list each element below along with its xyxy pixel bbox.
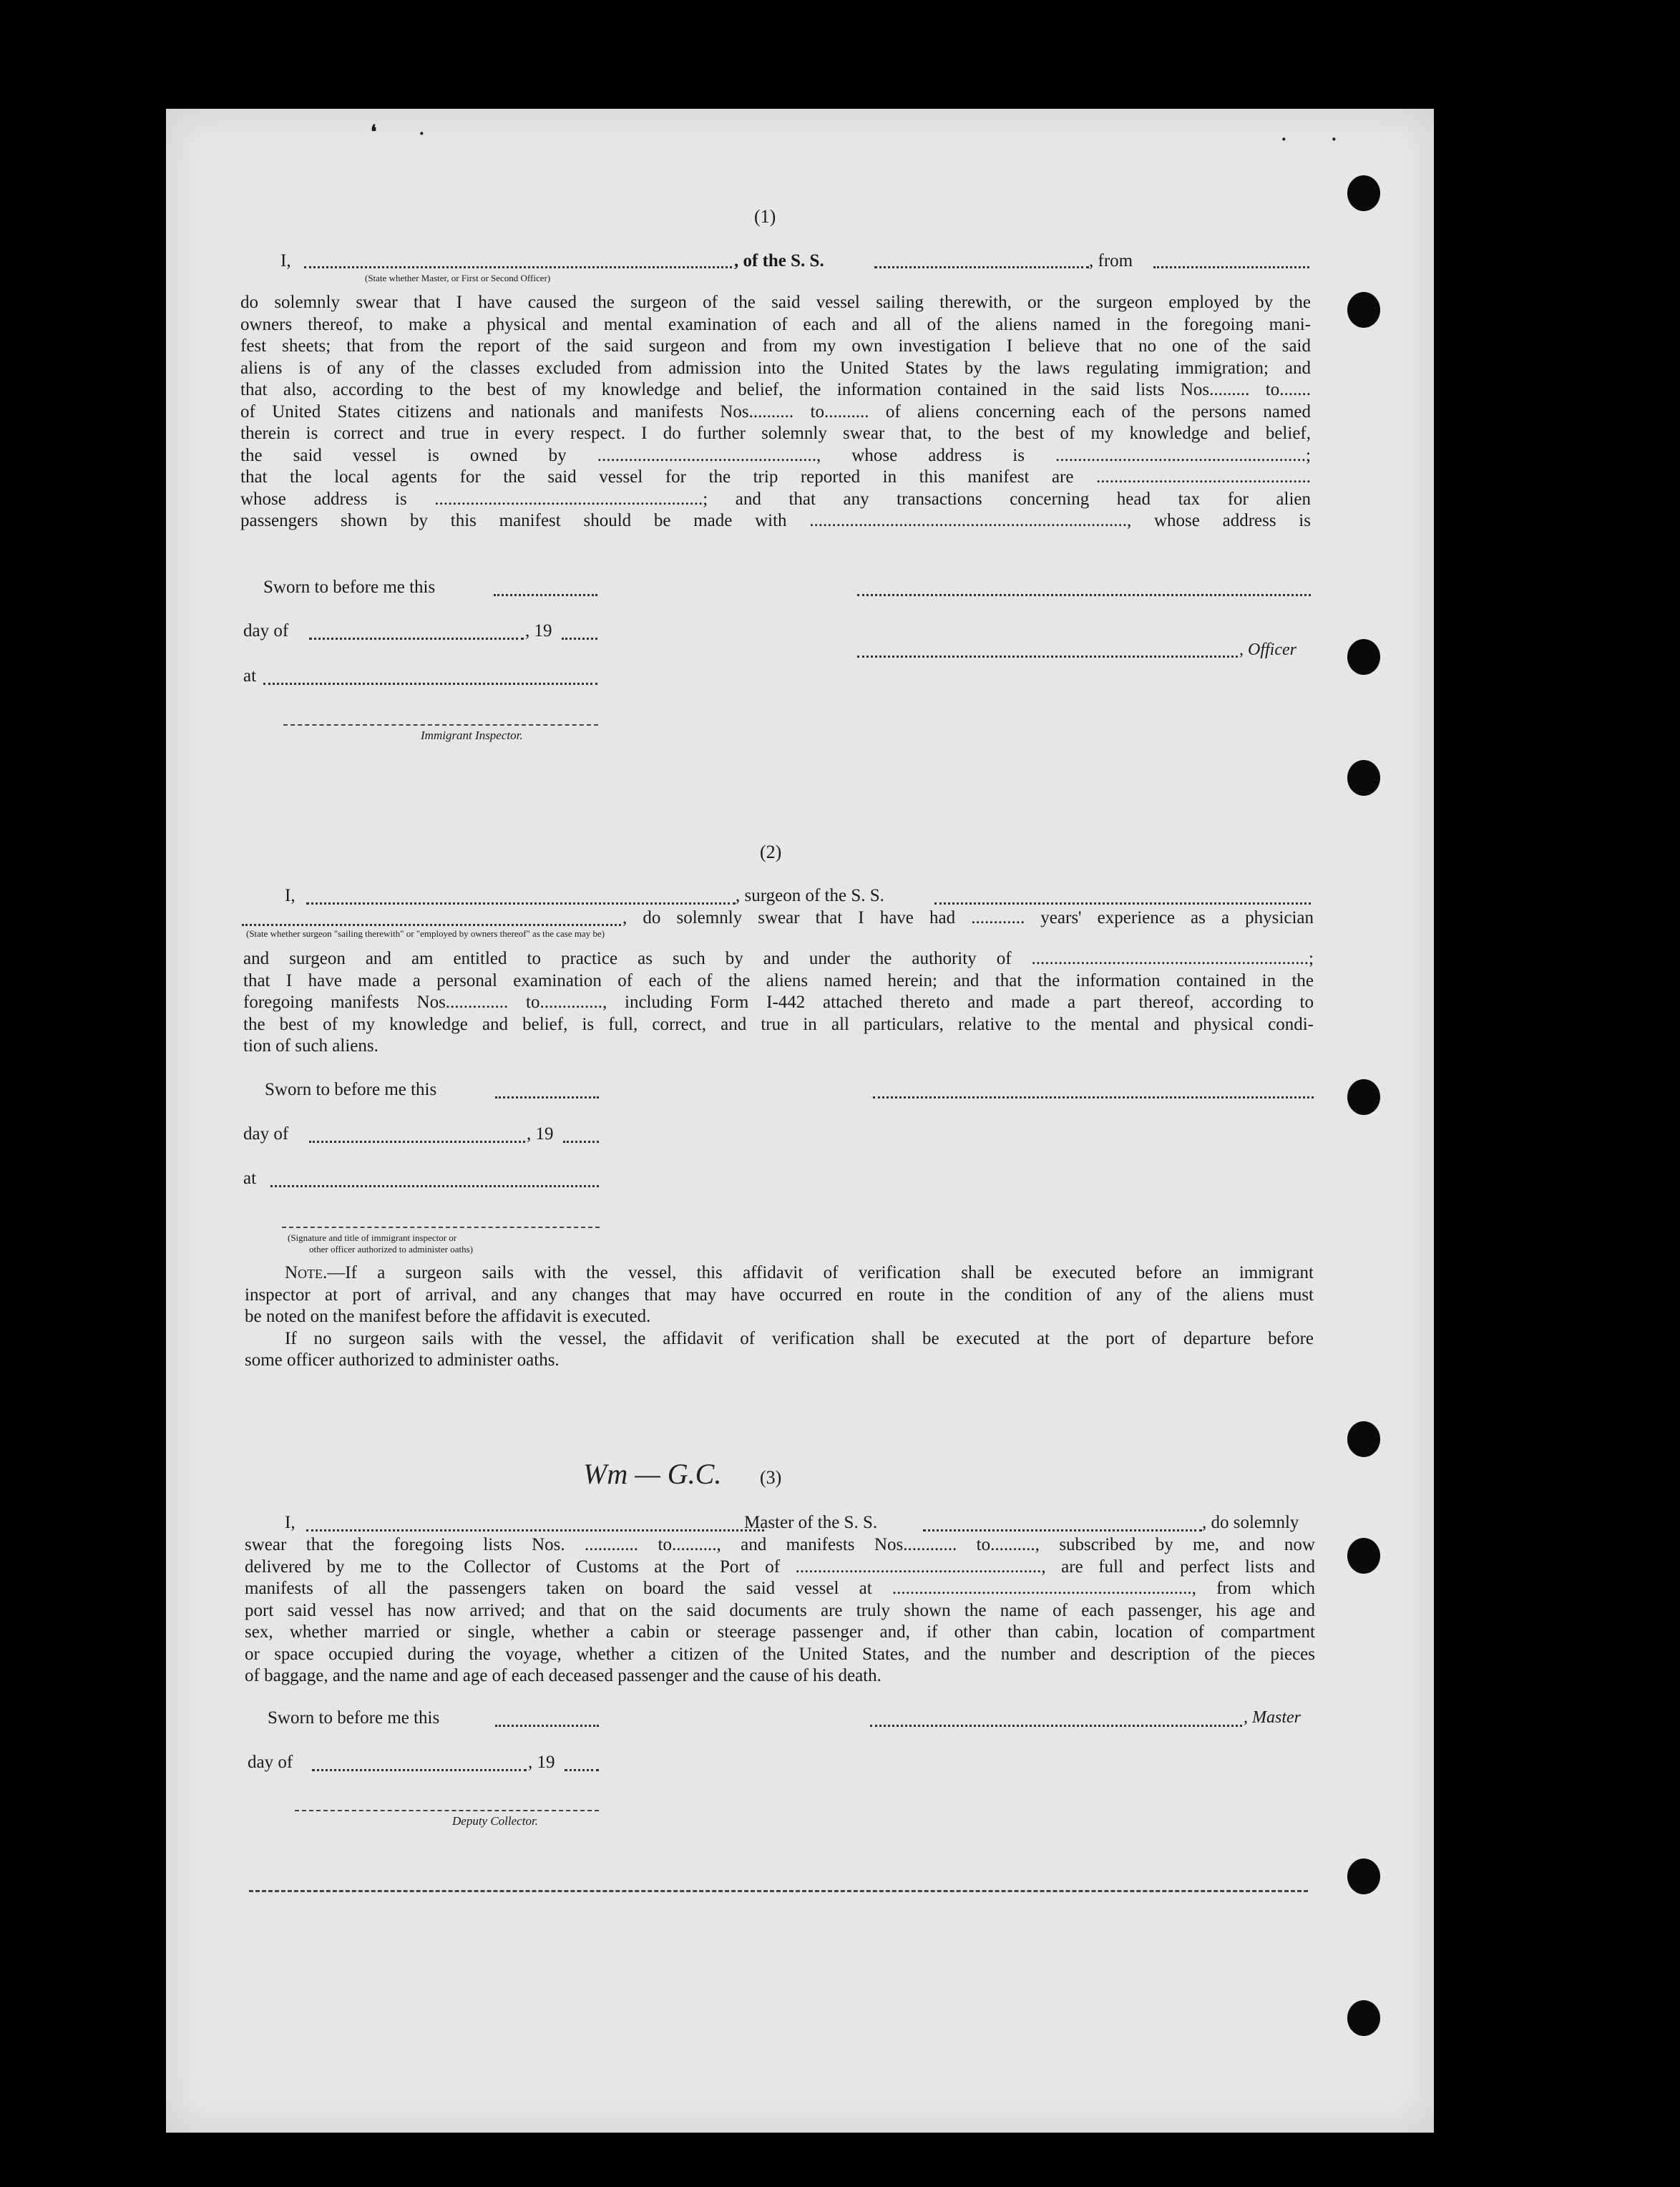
day-of-label: day of — [243, 621, 289, 640]
section-2-vessel: , surgeon of the S. S. — [736, 886, 884, 905]
sworn-label: Sworn to before me this — [263, 578, 436, 597]
section-3-paragraph — [245, 1534, 1315, 1687]
note-label: Note. — [285, 1263, 328, 1282]
inspector-caption: Immigrant Inspector. — [421, 729, 523, 742]
scan-mark: · — [419, 123, 425, 144]
section-1-paragraph — [240, 292, 1311, 532]
text-line: manifests of all the passengers taken on board the said vessel at ..................................................................., from which — [245, 1579, 1315, 1598]
signature-line — [283, 724, 598, 726]
section-3-start: I, — [285, 1513, 296, 1532]
day-of-label: day of — [248, 1753, 293, 1772]
signature-caption: (Signature and title of immigrant inspector or — [288, 1232, 457, 1243]
blank-field — [306, 902, 736, 905]
blank-field — [563, 1141, 599, 1143]
scan-mark: · — [1331, 129, 1337, 150]
year-label: , 19 — [527, 1124, 554, 1144]
section-2-experience: , do solemnly swear that I have had ............ years' experience as a physician — [622, 908, 1314, 927]
punch-hole — [1347, 1538, 1380, 1574]
punch-hole — [1347, 760, 1380, 796]
blank-field — [306, 1529, 764, 1531]
text-line — [245, 1262, 1314, 1285]
sworn-label: Sworn to before me this — [268, 1708, 440, 1728]
year-label: , 19 — [525, 621, 552, 640]
text-line: of baggage, and the name and age of each deceased passenger and the cause of his death. — [245, 1666, 881, 1685]
text-line: and surgeon and am entitled to practice as such by and under the authority of ..............................................................; — [243, 949, 1314, 968]
blank-field — [494, 594, 597, 596]
blank-field — [304, 266, 732, 268]
text-line: be noted on the manifest before the affidavit is executed. — [245, 1307, 651, 1326]
text-line: delivered by me to the Collector of Customs at the Port of ......................................................., are full and perfect lists and — [245, 1557, 1315, 1577]
master-label: , Master — [1244, 1708, 1301, 1727]
section-1-from: , from — [1089, 251, 1133, 271]
blank-field — [312, 1769, 527, 1771]
at-label: at — [243, 1169, 257, 1188]
section-1-start: I, — [280, 251, 291, 271]
punch-hole — [1347, 2000, 1380, 2036]
blank-field — [242, 924, 621, 926]
text-line: do solemnly swear that I have caused the surgeon of the said vessel sailing therewith, or the surgeon employed by the — [240, 293, 1311, 312]
sworn-label: Sworn to before me this — [265, 1080, 437, 1099]
at-label: at — [243, 666, 257, 686]
blank-field — [1153, 266, 1309, 268]
text-line: passengers shown by this manifest should be made with ......................................................................., whose address is — [240, 511, 1311, 530]
day-of-label: day of — [243, 1124, 289, 1144]
year-label: , 19 — [528, 1753, 555, 1772]
section-3-number: (3) — [760, 1467, 782, 1488]
text-line: or space occupied during the voyage, whether a citizen of the United States, and the number and description of the pieces — [245, 1644, 1315, 1664]
signature-line — [282, 1227, 600, 1228]
blank-field — [495, 1725, 599, 1727]
officer-label: , Officer — [1239, 640, 1296, 659]
punch-hole — [1347, 292, 1380, 328]
text-line: that also, according to the best of my knowledge and belief, the information contained in the said lists Nos......... to....... — [240, 380, 1311, 399]
signature-caption: other officer authorized to administer oaths) — [309, 1244, 473, 1255]
blank-field — [495, 1096, 599, 1099]
collector-caption: Deputy Collector. — [452, 1814, 538, 1828]
section-2-start: I, — [285, 886, 296, 905]
text-line: that the local agents for the said vessel for the trip reported in this manifest are ................................................ — [240, 467, 1311, 487]
punch-hole — [1347, 639, 1380, 675]
blank-field — [562, 638, 597, 640]
text-line: aliens is of any of the classes excluded from admission into the United States by the laws regulating immigration; and — [240, 358, 1311, 378]
section-1-number: (1) — [754, 206, 776, 227]
text-line: whose address is ............................................................; and that any transactions concerning head tax for alien — [240, 489, 1311, 509]
text-line: inspector at port of arrival, and any changes that may have occurred en route in the condition of any of the aliens must — [245, 1285, 1314, 1305]
blank-field — [934, 902, 1311, 905]
blank-field — [870, 1725, 1242, 1727]
punch-hole — [1347, 1079, 1380, 1115]
blank-field — [309, 1141, 525, 1143]
punch-hole — [1347, 175, 1380, 211]
text-line: fest sheets; that from the report of the said surgeon and from my own investigation I believe that no one of the said — [240, 336, 1311, 356]
text-line: foregoing manifests Nos.............. to.............., including Form I-442 attached thereto and made a part thereof, according to — [243, 993, 1314, 1012]
section-1-hint: (State whether Master, or First or Second Officer) — [365, 273, 551, 283]
text-line: therein is correct and true in every respect. I do further solemnly swear that, to the best of my knowledge and belief, — [240, 424, 1311, 443]
signature-line — [295, 1810, 599, 1811]
text-line: If no surgeon sails with the vessel, the affidavit of verification shall be executed at the port of departure before — [285, 1328, 1314, 1348]
blank-field — [309, 638, 524, 640]
note-text: —If a surgeon sails with the vessel, this affidavit of verification shall be executed before an immigrant — [327, 1263, 1314, 1282]
scan-mark: · — [1281, 129, 1287, 150]
bottom-rule — [249, 1890, 1308, 1892]
text-line: of United States citizens and nationals and manifests Nos.......... to.......... of aliens concerning each of the persons named — [240, 401, 1311, 422]
blank-field — [923, 1529, 1202, 1531]
text-line: sex, whether married or single, whether a cabin or steerage passenger and, if other than cabin, location of compartment — [245, 1622, 1315, 1642]
blank-field — [857, 656, 1238, 658]
text-line: owners thereof, to make a physical and mental examination of each and all of the aliens named in the foregoing mani- — [240, 314, 1311, 334]
section-2-hint: (State whether surgeon "sailing therewith" or "employed by owners thereof" as the case may be) — [246, 928, 605, 939]
blank-field — [874, 266, 1089, 268]
section-2-paragraph — [243, 948, 1314, 1058]
text-line: that I have made a personal examination of each of the aliens named herein; and that the information contained in the — [243, 970, 1314, 990]
text-line: tion of such aliens. — [243, 1036, 379, 1056]
text-line: port said vessel has now arrived; and that on the said documents are truly shown the name of each passenger, his age and — [245, 1600, 1315, 1620]
punch-hole — [1347, 1859, 1380, 1894]
scan-mark: ❛ — [371, 122, 377, 142]
section-2-number: (2) — [760, 842, 782, 862]
text-line: the said vessel is owned by ................................................., whose address is ........................................................; — [240, 445, 1311, 465]
blank-field — [565, 1769, 599, 1771]
handwritten-signature: Wm — G.C. — [583, 1458, 722, 1490]
blank-field — [263, 683, 597, 685]
section-3-solemnly: , do solemnly — [1202, 1513, 1299, 1532]
text-line: swear that the foregoing lists Nos. ............ to.........., and manifests Nos............ to.........., subscribed by me, and now — [245, 1535, 1315, 1554]
blank-field — [270, 1185, 599, 1187]
note-paragraph — [245, 1262, 1314, 1372]
blank-field — [857, 594, 1311, 596]
section-3-vessel: Master of the S. S. — [744, 1513, 878, 1532]
blank-field — [873, 1096, 1314, 1099]
text-line: the best of my knowledge and belief, is full, correct, and true in all particulars, relative to the mental and physical condi- — [243, 1014, 1314, 1034]
text-line: some officer authorized to administer oaths. — [245, 1350, 560, 1370]
section-1-vessel: , of the S. S. — [734, 251, 824, 271]
punch-hole — [1347, 1421, 1380, 1457]
